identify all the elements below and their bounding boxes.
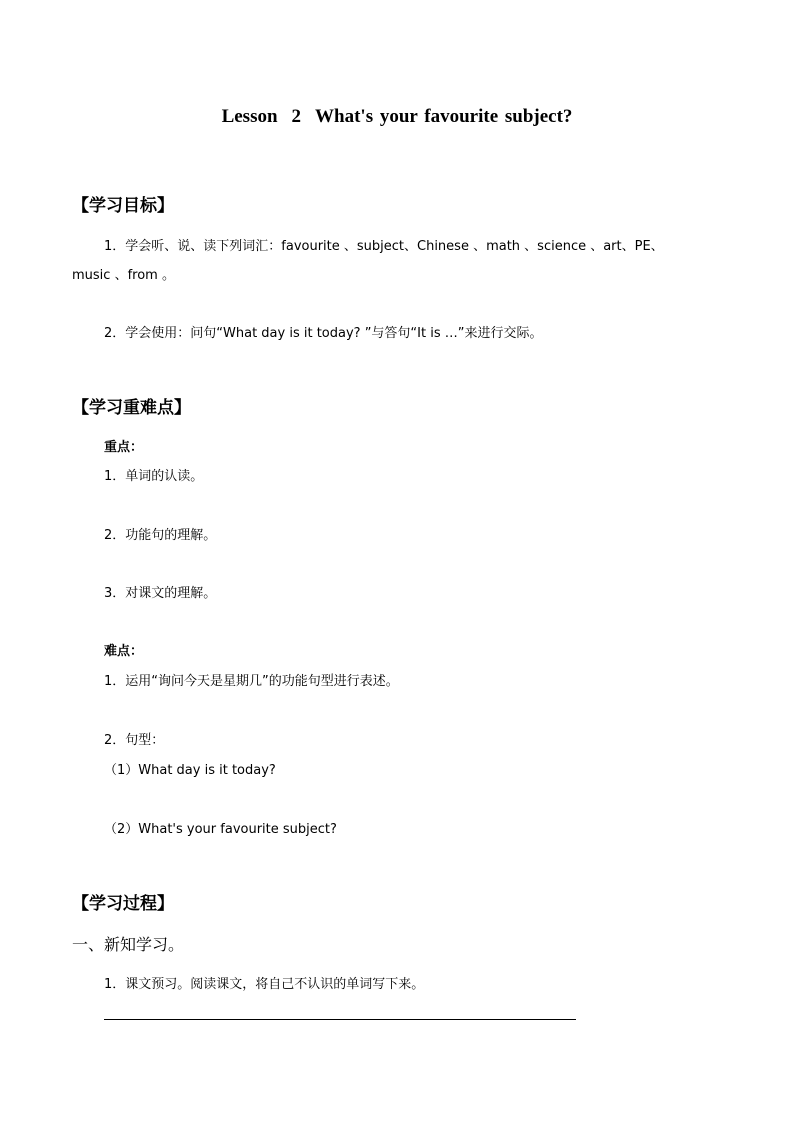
section-heading-process: 【学习过程】: [72, 894, 174, 914]
difficulty-item-1: 1．运用“询问今天是星期几”的功能句型进行表述。: [104, 674, 399, 689]
section-heading-objectives: 【学习目标】: [72, 196, 174, 216]
sentence-pattern-2: （2）What's your favourite subject?: [104, 822, 337, 837]
key-point-item-2: 2．功能句的理解。: [104, 528, 217, 543]
title-number: 2: [291, 106, 302, 127]
key-points-label: 重点：: [104, 440, 144, 455]
process-step-1: 1．课文预习。阅读课文，将自己不认识的单词写下来。: [104, 977, 425, 992]
page-title: [0, 106, 794, 128]
objective-item-1-line-1: 1．学会听、说、读下列词汇：favourite 、subject、Chinese 、math 、science 、art、PE、: [104, 239, 664, 254]
title-lesson: Lesson: [221, 106, 278, 127]
difficulty-label: 难点：: [104, 644, 144, 659]
title-question: What's your favourite subject?: [315, 106, 573, 127]
answer-line[interactable]: [104, 1019, 576, 1020]
sentence-pattern-1: （1）What day is it today?: [104, 763, 276, 778]
difficulty-item-2: 2．句型：: [104, 733, 165, 748]
key-point-item-1: 1．单词的认读。: [104, 469, 204, 484]
objective-item-1-line-2: music 、from 。: [72, 268, 175, 283]
objective-item-2: 2．学会使用：问句“What day is it today? ”与答句“It is …”来进行交际。: [104, 326, 543, 341]
section-heading-key-points: 【学习重难点】: [72, 398, 191, 418]
process-part-1: 一、新知学习。: [72, 935, 185, 954]
key-point-item-3: 3．对课文的理解。: [104, 586, 217, 601]
